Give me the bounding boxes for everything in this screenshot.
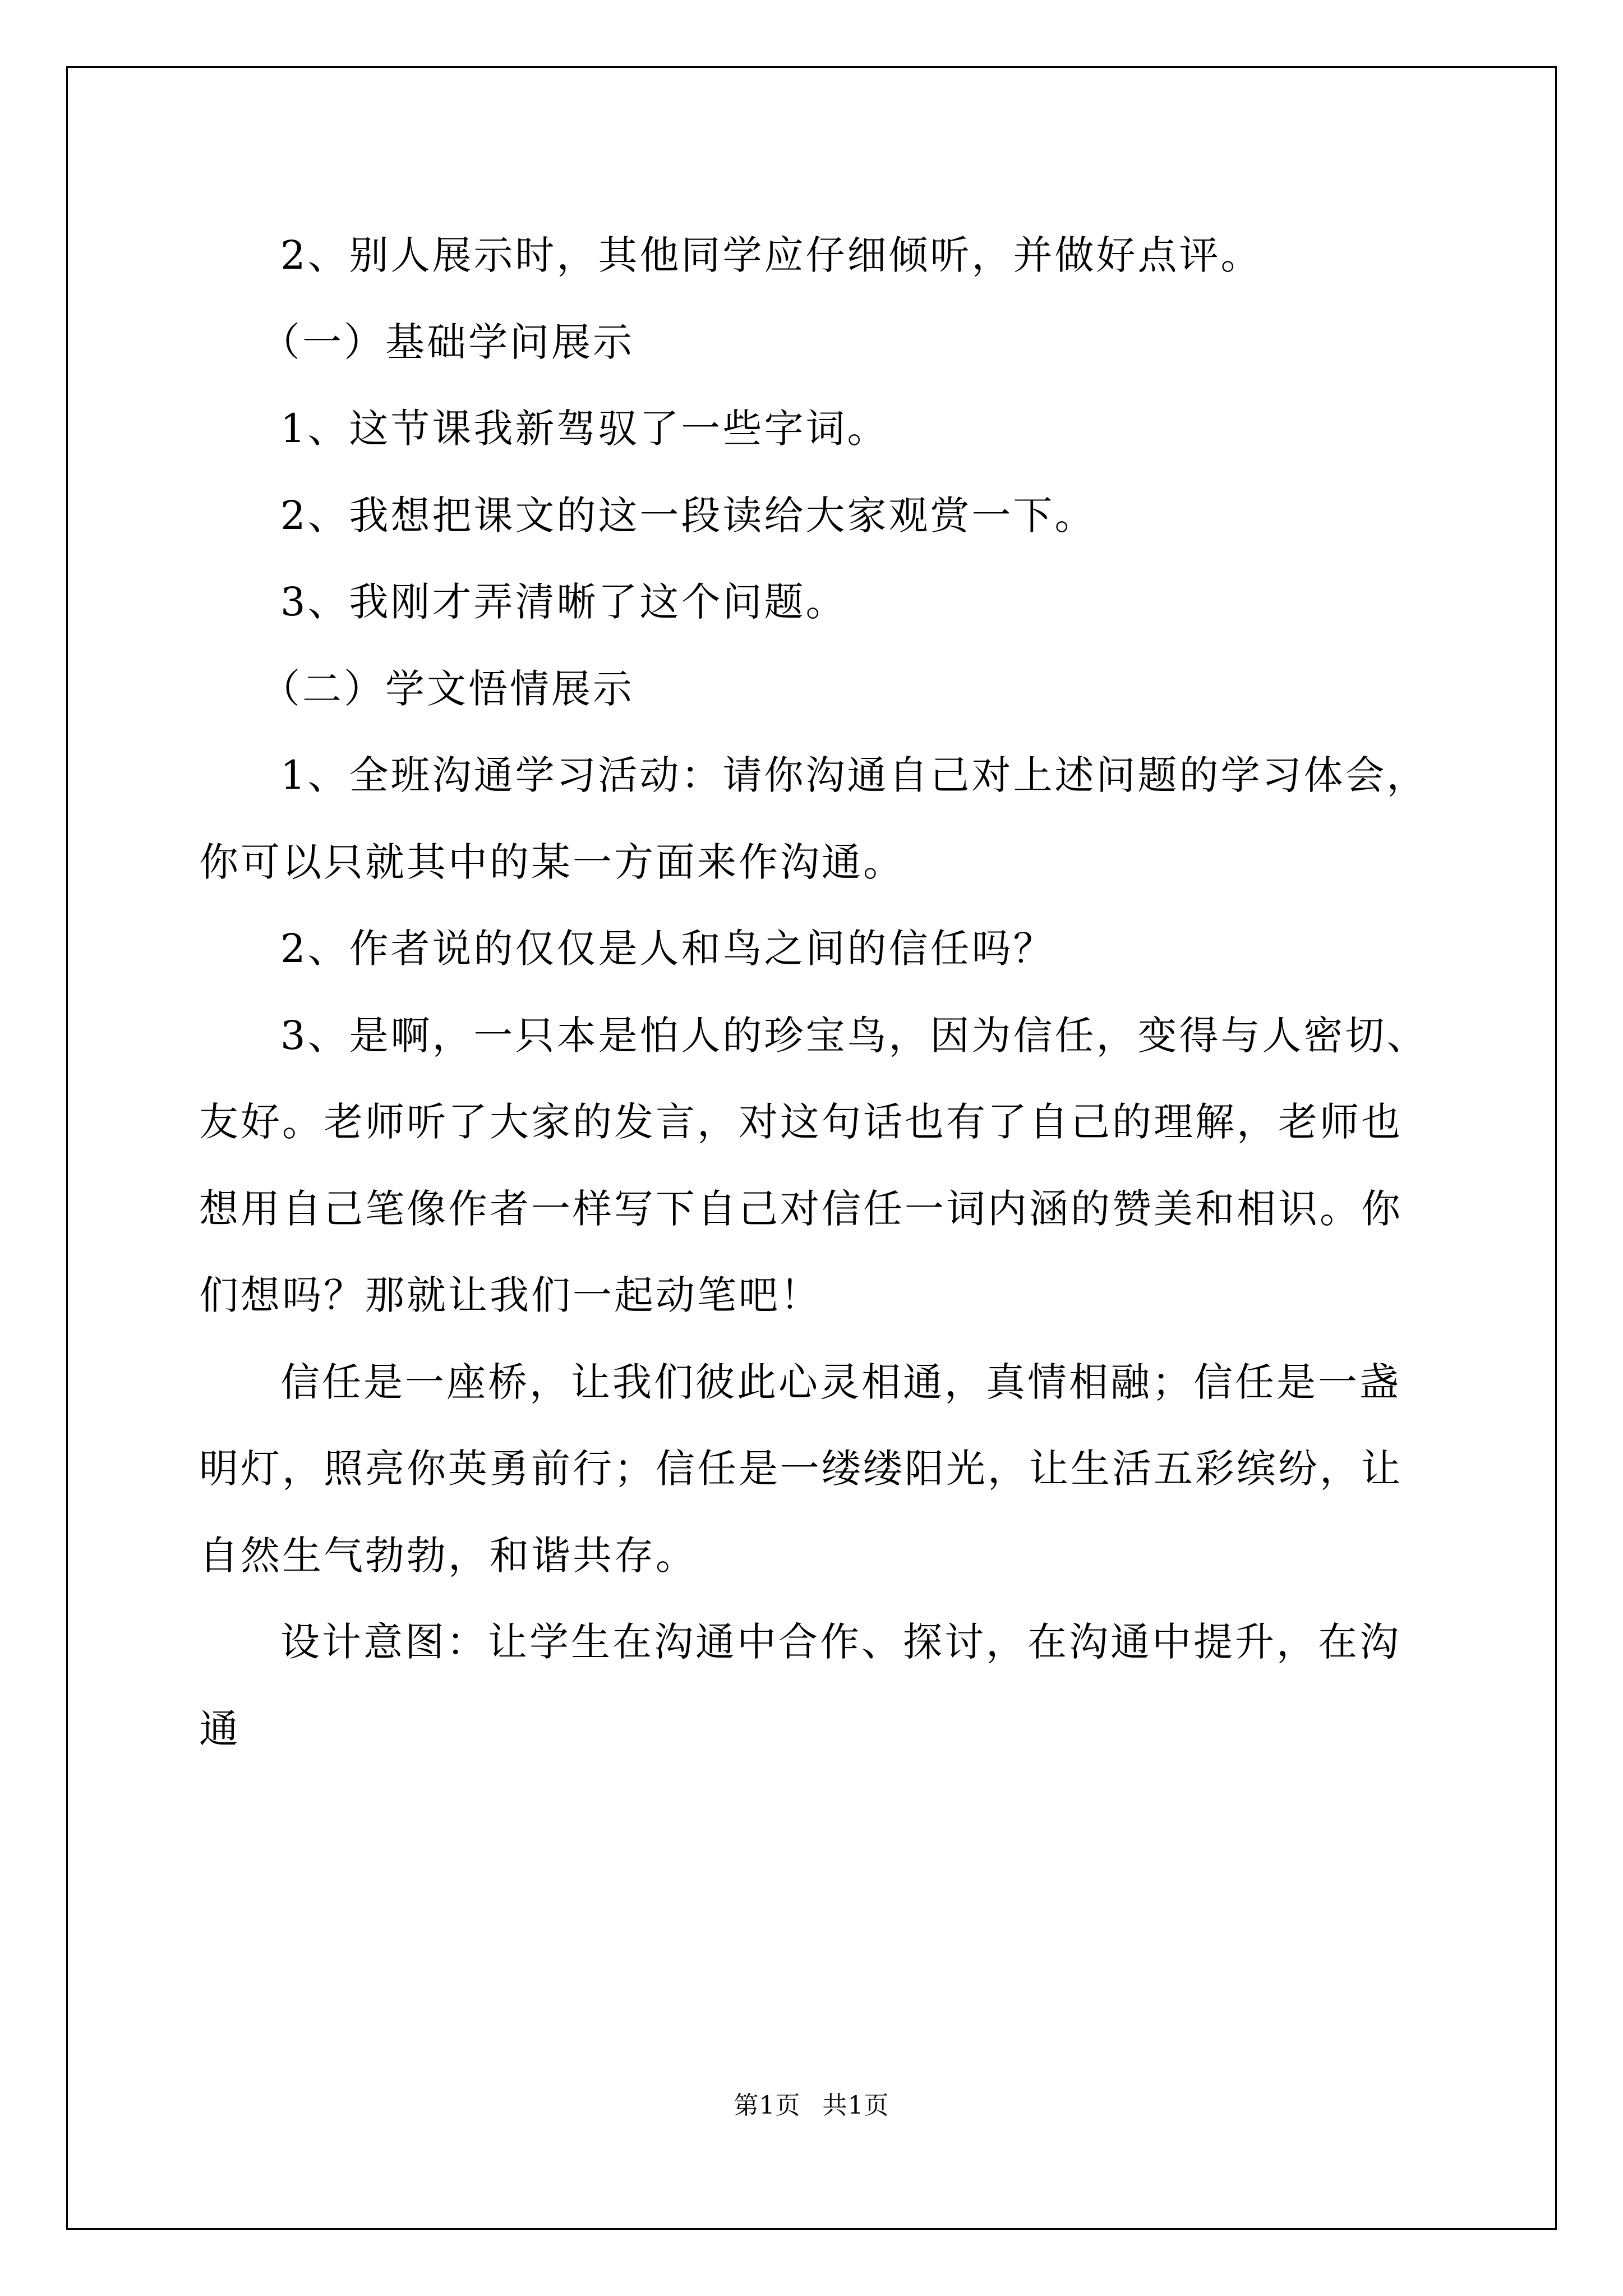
paragraph-6: 2、作者说的仅仅是人和鸟之间的信任吗？ [280, 926, 1055, 972]
paragraph-7: 3、是啊，一只本是怕人的珍宝鸟，因为信任，变得与人密切、友好。老师听了大家的发言，对这句话也有了自己的理解，老师也想用自己笔像作者一样写下自己对信任一词内涵的赞美和相识。你们想吗？那就让我们一起动笔吧！ [199, 1012, 1428, 1318]
paragraph-9: 设计意图：让学生在沟通中合作、探讨，在沟通中提升，在沟通 [199, 1619, 1401, 1752]
paragraph-4: 3、我刚才弄清晰了这个问题。 [280, 579, 847, 625]
paragraph-1: 2、别人展示时，其他同学应仔细倾听，并做好点评。 [280, 232, 1262, 278]
document-body [199, 212, 1433, 1772]
paragraph-5: 1、全班沟通学习活动：请你沟通自己对上述问题的学习体会，你可以只就其中的某一方面来作沟通。 [199, 752, 1428, 885]
paragraph-8: 信任是一座桥，让我们彼此心灵相通，真情相融；信任是一盏明灯，照亮你英勇前行；信任是一缕缕阳光，让生活五彩缤纷，让自然生气勃勃，和谐共存。 [199, 1359, 1403, 1579]
section-heading-reading: （二）学文悟情展示 [261, 665, 634, 712]
page-footer [0, 2089, 1623, 2123]
paragraph-3: 2、我想把课文的这一段读给大家观赏一下。 [280, 492, 1096, 539]
page-total: 共1页 [822, 2091, 889, 2120]
paragraph-2: 1、这节课我新驾驭了一些字词。 [280, 406, 889, 452]
page-number: 第1页 [734, 2091, 801, 2120]
section-heading-basic: （一）基础学问展示 [261, 319, 634, 365]
